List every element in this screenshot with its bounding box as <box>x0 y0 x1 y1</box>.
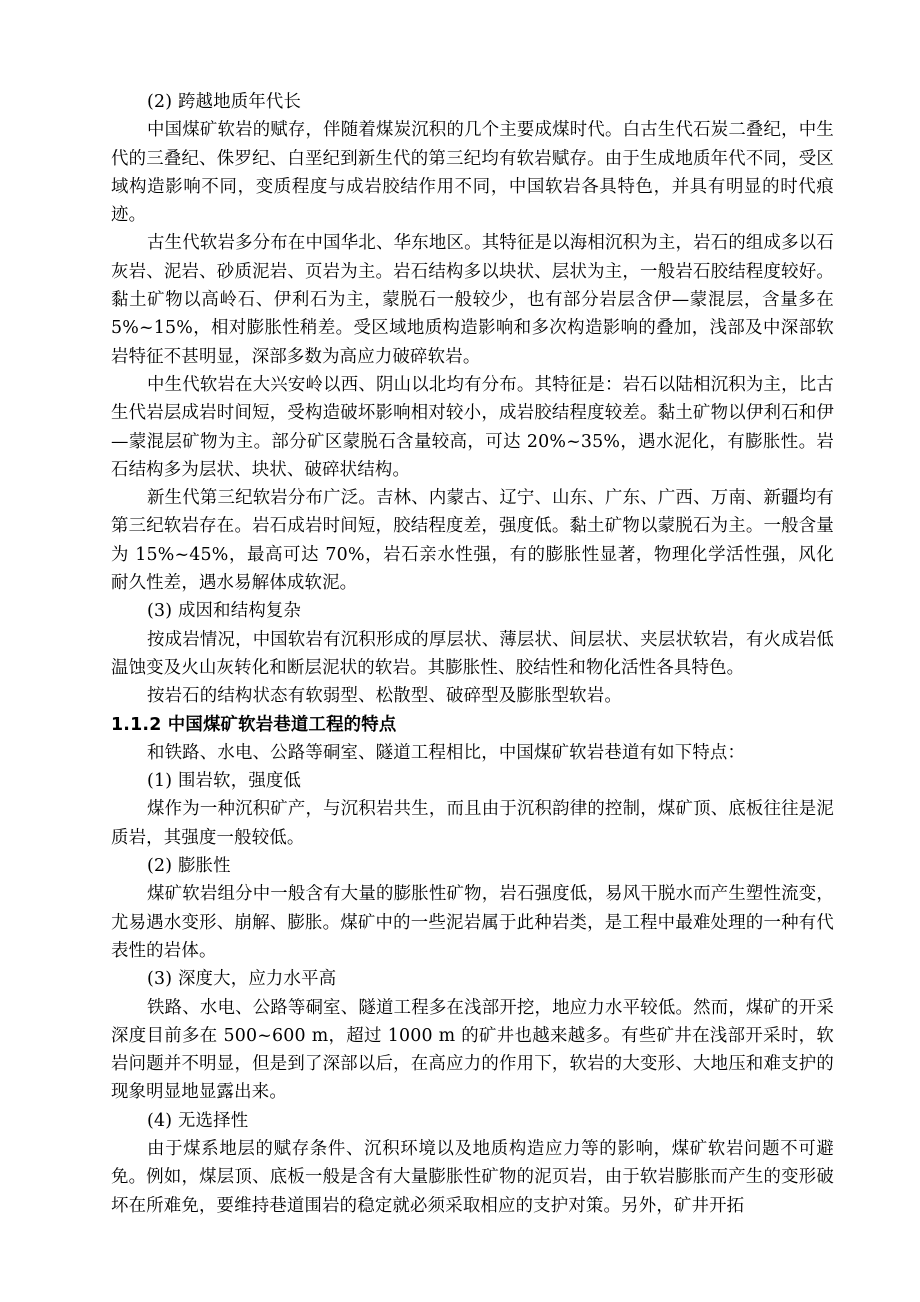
list-item-heading: (2) 膨胀性 <box>147 856 231 877</box>
list-item-heading: (1) 围岩软，强度低 <box>147 771 302 792</box>
list-item-heading: (2) 跨越地质年代长 <box>147 92 302 112</box>
paragraph: 铁路、水电、公路等硐室、隧道工程多在浅部开挖，地应力水平较低。然而，煤矿的开采深度目前多在 500~600 m，超过 1000 m 的矿井也越来越多。有些矿井在浅部开采时，软岩问题并不明显，但是到了深部以后，在高应力的作用下，软岩的大变形、大地压和难支护的现象明显地显露出来。 <box>111 997 834 1103</box>
paragraph: 煤作为一种沉积矿产，与沉积岩共生，而且由于沉积韵律的控制，煤矿顶、底板往往是泥质岩，其强度一般较低。 <box>111 799 834 848</box>
paragraph: 中生代软岩在大兴安岭以西、阴山以北均有分布。其特征是：岩石以陆相沉积为主，比古生代岩层成岩时间短，受构造破坏影响相对较小，成岩胶结程度较差。黏土矿物以伊利石和伊—蒙混层矿物为主。部分矿区蒙脱石含量较高，可达 20%~35%，遇水泥化，有膨胀性。岩石结构多为层状、块状、破碎状结构。 <box>111 374 834 480</box>
paragraph: 按岩石的结构状态有软弱型、松散型、破碎型及膨胀型软岩。 <box>147 686 622 707</box>
section-heading: 1.1.2 中国煤矿软岩巷道工程的特点 <box>111 714 397 735</box>
paragraph: 古生代软岩多分布在中国华北、华东地区。其特征是以海相沉积为主，岩石的组成多以石灰岩、泥岩、砂质泥岩、页岩为主。岩石结构多以块状、层状为主，一般岩石胶结程度较好。黏土矿物以高岭石、伊利石为主，蒙脱石一般较少，也有部分岩层含伊—蒙混层，含量多在 5%~15%，相对膨胀性稍差。受区域地质构造影响和多次构造影响的叠加，浅部及中深部软岩特征不甚明显，深部多数为高应力破碎软岩。 <box>111 233 834 367</box>
list-item-heading: (3) 成因和结构复杂 <box>147 601 302 622</box>
paragraph: 新生代第三纪软岩分布广泛。吉林、内蒙古、辽宁、山东、广东、广西、万南、新疆均有第三纪软岩存在。岩石成岩时间短，胶结程度差，强度低。黏土矿物以蒙脱石为主。一般含量为 15%~45%，最高可达 70%，岩石亲水性强，有的膨胀性显著，物理化学活性强，风化耐久性差，遇水易解体成软泥。 <box>111 488 834 594</box>
list-item-heading: (4) 无选择性 <box>147 1110 249 1131</box>
paragraph: 和铁路、水电、公路等硐室、隧道工程相比，中国煤矿软岩巷道有如下特点： <box>147 742 746 763</box>
paragraph: 按成岩情况，中国软岩有沉积形成的厚层状、薄层状、间层状、夹层状软岩，有火成岩低温蚀变及火山灰转化和断层泥状的软岩。其膨胀性、胶结性和物化活性各具特色。 <box>111 629 834 678</box>
paragraph: 煤矿软岩组分中一般含有大量的膨胀性矿物，岩石强度低，易风干脱水而产生塑性流变，尤易遇水变形、崩解、膨胀。煤矿中的一些泥岩属于此种岩类，是工程中最难处理的一种有代表性的岩体。 <box>111 884 834 961</box>
paragraph: 中国煤矿软岩的赋存，伴随着煤炭沉积的几个主要成煤时代。白古生代石炭二叠纪，中生代的三叠纪、侏罗纪、白垩纪到新生代的第三纪均有软岩赋存。由于生成地质年代不同，受区域构造影响不同，变质程度与成岩胶结作用不同，中国软岩各具特色，并具有明显的时代痕迹。 <box>111 120 834 226</box>
list-item-heading: (3) 深度大，应力水平高 <box>147 969 337 990</box>
paragraph: 由于煤系地层的赋存条件、沉积环境以及地质构造应力等的影响，煤矿软岩问题不可避免。例如，煤层顶、底板一般是含有大量膨胀性矿物的泥页岩，由于软岩膨胀而产生的变形破坏在所难免，要维持巷道围岩的稳定就必须采取相应的支护对策。另外，矿井开拓 <box>111 1138 834 1216</box>
